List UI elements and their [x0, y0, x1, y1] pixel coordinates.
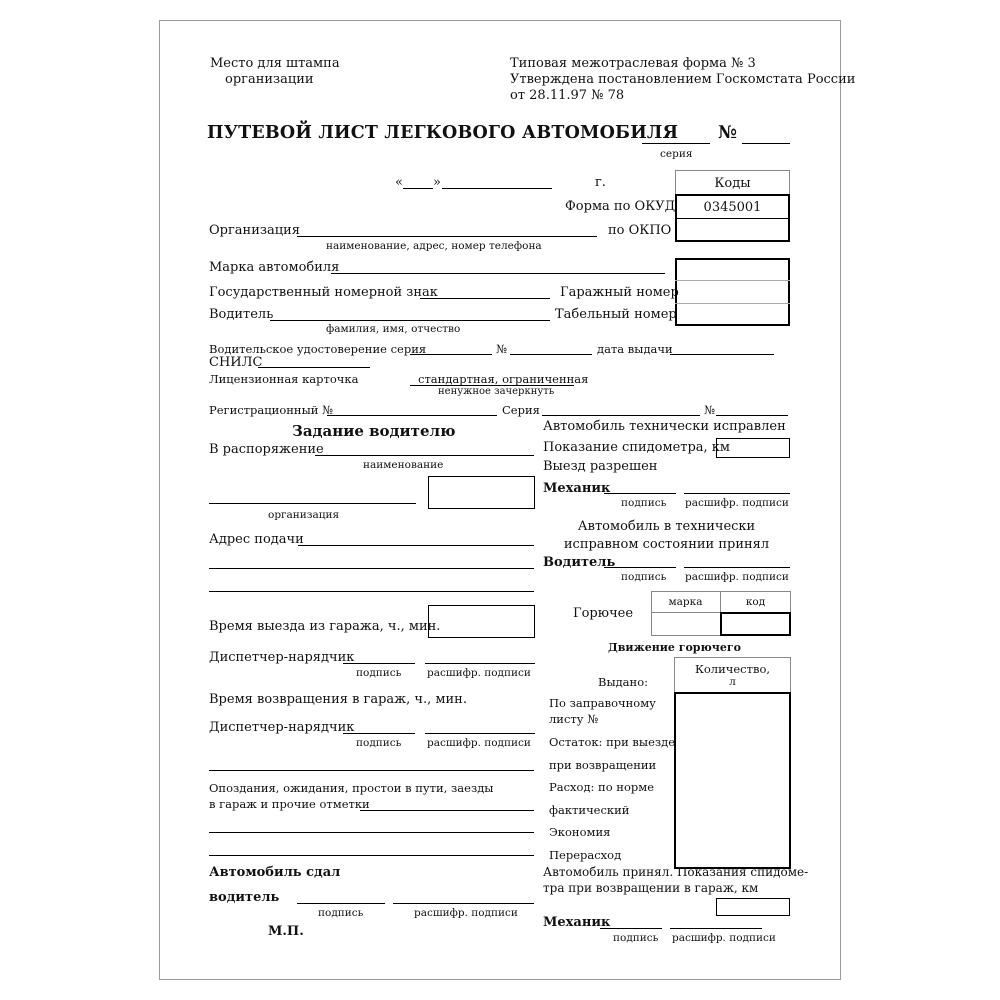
license-series-line[interactable] — [410, 354, 492, 355]
quantity-header-1: Количество, — [694, 662, 771, 676]
reg-number-sign: № — [704, 403, 715, 417]
delays-line-2[interactable] — [209, 832, 534, 833]
dispatcher2-signature-line[interactable] — [343, 733, 415, 734]
accepted-label-1: Автомобиль в технически — [577, 519, 756, 534]
number-sign: № — [718, 123, 738, 143]
okpo-label: по ОКПО — [608, 223, 672, 238]
stamp-place-label-2: организации — [225, 72, 314, 87]
tab-number-label: Табельный номер — [555, 307, 677, 322]
plate-label: Государственный номерной знак — [209, 285, 438, 300]
fuel-label: Горючее — [573, 606, 634, 621]
issue-date-line[interactable] — [670, 354, 774, 355]
car-brand-label: Марка автомобиля — [209, 260, 340, 275]
mechanic2-decode-caption: расшифр. подписи — [672, 932, 776, 944]
license-card-value: стандартная, ограниченная — [418, 372, 589, 386]
codes-header: Коды — [714, 176, 751, 191]
fuel-movement-heading: Движение горючего — [608, 641, 741, 654]
dispatcher-label: Диспетчер-нарядчик — [209, 650, 355, 665]
mechanic2-signature-line[interactable] — [600, 928, 662, 929]
dispatcher2-signature-caption: подпись — [356, 737, 402, 749]
exit-allowed-label: Выезд разрешен — [543, 459, 658, 474]
notes-line-top[interactable] — [209, 770, 534, 771]
mechanic-decode-caption: расшифр. подписи — [685, 497, 789, 509]
handover-decode-caption: расшифр. подписи — [414, 907, 518, 919]
fuel-row-2: листу № — [549, 712, 599, 726]
date-quote-close: » — [433, 175, 441, 190]
driver-line[interactable] — [270, 320, 550, 321]
reg-number-label: Регистрационный № — [209, 403, 333, 417]
license-number-sign: № — [496, 342, 507, 356]
depart-time-label: Время выезда из гаража, ч., мин. — [209, 619, 441, 634]
snils-line[interactable] — [258, 367, 370, 368]
license-number-line[interactable] — [510, 354, 592, 355]
delays-label-1: Опоздания, ожидания, простои в пути, заезды — [209, 781, 494, 795]
issued-label: Выдано: — [598, 675, 649, 689]
vehicle-codes-divider — [675, 280, 790, 281]
form-type-label: Типовая межотраслевая форма № 3 — [510, 56, 756, 71]
vehicle-codes-box — [675, 258, 790, 326]
dispatcher2-label: Диспетчер-нарядчик — [209, 720, 355, 735]
issue-date-label: дата выдачи — [597, 342, 673, 356]
fuel-row-1: По заправочному — [549, 696, 656, 710]
dispatcher-signature-caption: подпись — [356, 667, 402, 679]
accepted-label-2: исправном состоянии принял — [563, 537, 770, 552]
okud-value: 0345001 — [703, 200, 762, 215]
handover-signature-line[interactable] — [297, 903, 385, 904]
form-date-label: от 28.11.97 № 78 — [510, 88, 625, 103]
okud-label: Форма по ОКУД — [565, 199, 676, 214]
return-accepted-label-1: Автомобиль принял. Показания спидоме- — [543, 865, 809, 879]
dispatcher-decode-line[interactable] — [425, 663, 535, 664]
license-label: Водительское удостоверение серия — [209, 342, 427, 356]
series-field-line[interactable] — [642, 143, 710, 144]
tech-ok-label: Автомобиль технически исправлен — [543, 419, 786, 434]
vehicle-codes-divider-2 — [675, 303, 790, 304]
mechanic-signature-caption: подпись — [621, 497, 667, 509]
mechanic2-signature-caption: подпись — [613, 932, 659, 944]
number-field-line[interactable] — [742, 143, 790, 144]
mechanic-label: Механик — [543, 481, 611, 496]
address-label: Адрес подачи — [209, 532, 304, 547]
series-caption: серия — [660, 148, 693, 160]
organization-caption: наименование, адрес, номер телефона — [326, 240, 542, 252]
depart-time-box[interactable] — [428, 605, 535, 638]
delays-line-1[interactable] — [360, 810, 534, 811]
organization-label: Организация — [209, 223, 300, 238]
disposal-caption: наименование — [363, 459, 444, 471]
speedometer-label: Показание спидометра, км — [543, 440, 731, 455]
fuel-code-box[interactable] — [720, 612, 791, 636]
task-heading: Задание водителю — [292, 422, 456, 440]
reg-series-label: Серия — [502, 403, 540, 417]
address-line-1[interactable] — [298, 545, 534, 546]
driver-caption: фамилия, имя, отчество — [326, 323, 461, 335]
accepted-decode-caption: расшифр. подписи — [685, 571, 789, 583]
stamp-place-label: Место для штампа — [210, 56, 340, 71]
fuel-row-6: фактический — [549, 803, 630, 817]
year-suffix: г. — [595, 175, 606, 190]
fuel-row-5: Расход: по норме — [549, 780, 654, 794]
disposal-label: В распоряжение — [209, 442, 324, 457]
garage-number-label: Гаражный номер — [560, 285, 679, 300]
driver-label: Водитель — [209, 307, 274, 322]
fuel-quantity-box[interactable] — [674, 692, 791, 869]
address-line-2[interactable] — [209, 568, 534, 569]
reg-no-line[interactable] — [716, 415, 788, 416]
form-approval-label: Утверждена постановлением Госкомстата России — [510, 72, 856, 87]
disposal-line[interactable] — [315, 455, 534, 456]
handover-signature-caption: подпись — [318, 907, 364, 919]
fuel-row-3: Остаток: при выезде — [549, 735, 676, 749]
stamp-place-mark: М.П. — [268, 924, 304, 939]
reg-number-line[interactable] — [327, 415, 497, 416]
date-month-line[interactable] — [442, 188, 552, 189]
speedometer-box[interactable] — [716, 438, 790, 458]
fuel-brand-header: марка — [668, 596, 703, 608]
return-time-label: Время возвращения в гараж, ч., мин. — [209, 692, 467, 707]
return-speedometer-box[interactable] — [716, 898, 790, 916]
mechanic2-label: Механик — [543, 915, 611, 930]
handover-label: Автомобиль сдал — [209, 865, 341, 880]
fuel-row-4: при возвращении — [549, 758, 657, 772]
delays-line-3[interactable] — [209, 855, 534, 856]
handover-driver-label: водитель — [209, 890, 280, 905]
date-day-line[interactable] — [403, 188, 433, 189]
dispatcher-signature-line[interactable] — [343, 663, 415, 664]
organization-line[interactable] — [297, 236, 597, 237]
snils-label: СНИЛС — [209, 355, 263, 370]
okpo-field[interactable] — [678, 221, 786, 239]
accepted-driver-label: Водитель — [543, 555, 616, 570]
car-brand-line[interactable] — [331, 273, 665, 274]
dispatcher2-decode-caption: расшифр. подписи — [427, 737, 531, 749]
fuel-row-7: Экономия — [549, 825, 611, 839]
plate-line[interactable] — [420, 298, 550, 299]
return-accepted-label-2: тра при возвращении в гараж, км — [543, 881, 759, 895]
accepted-signature-caption: подпись — [621, 571, 667, 583]
fuel-row-8: Перерасход — [549, 848, 622, 862]
accepted-decode-line[interactable] — [684, 567, 790, 568]
dispatcher2-decode-line[interactable] — [425, 733, 535, 734]
dispatcher-decode-caption: расшифр. подписи — [427, 667, 531, 679]
accepted-signature-line[interactable] — [604, 567, 676, 568]
reg-series-line[interactable] — [542, 415, 700, 416]
org-caption: организация — [268, 509, 340, 521]
page-title: ПУТЕВОЙ ЛИСТ ЛЕГКОВОГО АВТОМОБИЛЯ — [207, 123, 679, 143]
mechanic2-decode-line[interactable] — [670, 928, 762, 929]
license-card-label: Лицензионная карточка — [209, 372, 359, 386]
mechanic-signature-line[interactable] — [604, 493, 676, 494]
codes-divider-2 — [675, 218, 790, 219]
organization-name-line[interactable] — [209, 503, 416, 504]
delays-label-2: в гараж и прочие отметки — [209, 797, 370, 811]
mechanic-decode-line[interactable] — [684, 493, 790, 494]
disposal-code-box[interactable] — [428, 476, 535, 509]
quantity-header-2: л — [729, 676, 736, 688]
handover-decode-line[interactable] — [393, 903, 534, 904]
address-line-3[interactable] — [209, 591, 534, 592]
license-card-caption: ненужное зачеркнуть — [438, 386, 555, 397]
fuel-code-header: код — [745, 596, 766, 608]
date-quote-open: « — [395, 175, 403, 190]
